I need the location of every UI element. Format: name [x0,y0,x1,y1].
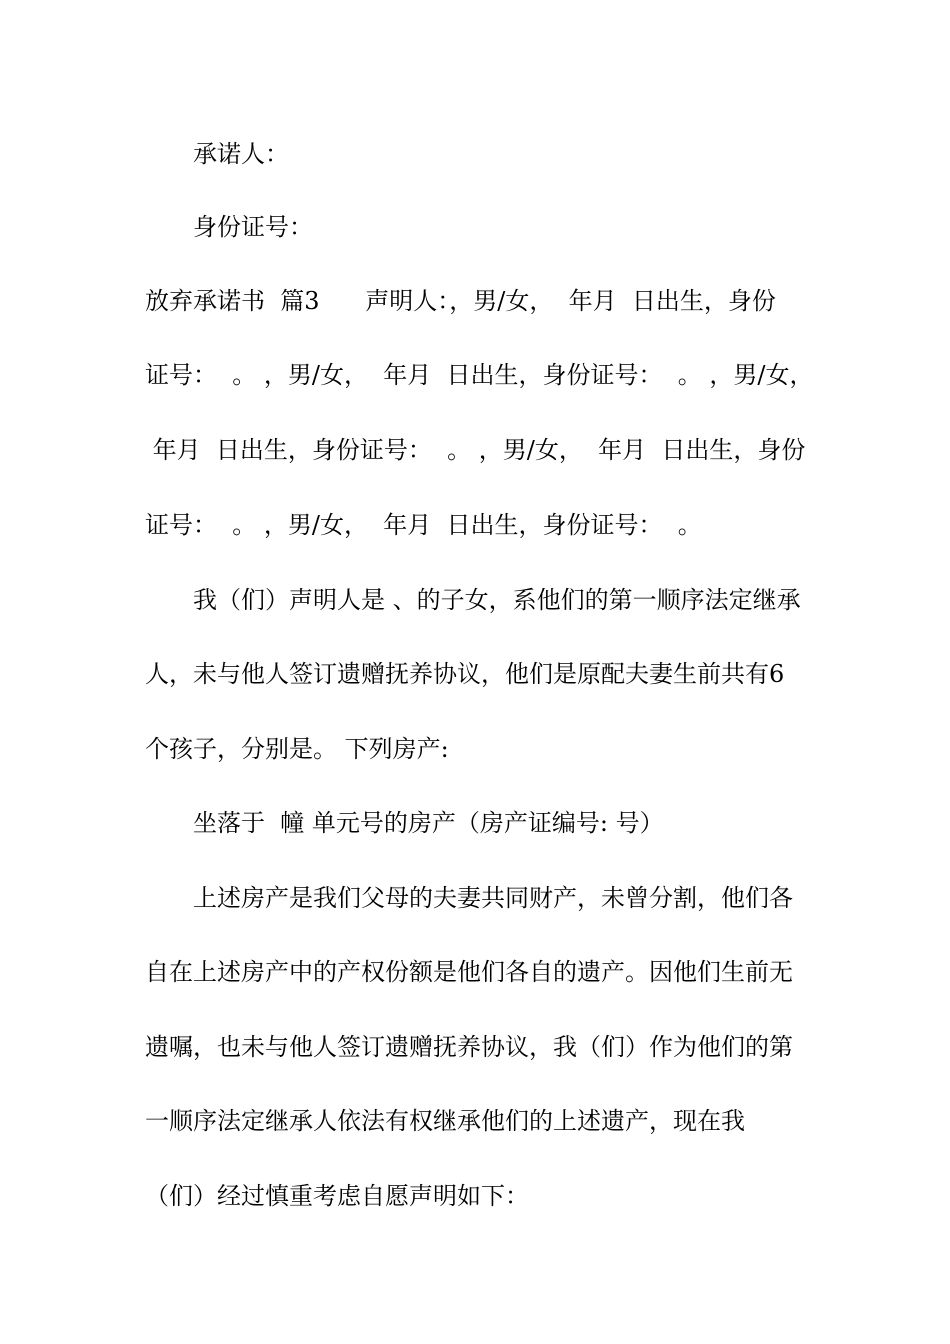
paragraph-line: 个孩子，分别是。 下列房产: [145,735,449,763]
paragraph-line: （们）经过慎重考虑自愿声明如下： [145,1182,529,1210]
promisor-label: 承诺人： [193,140,289,168]
paragraph-line: 一顺序法定继承人依法有权继承他们的上述遗产，现在我 [145,1107,745,1135]
paragraph-line: 我（们）声明人是 、的子女，系他们的第一顺序法定继承 [193,586,801,614]
paragraph-line: 遗嘱，也未与他人签订遗赠抚养协议，我（们）作为他们的第 [145,1033,793,1061]
property-location-line: 坐落于 幢 单元号的房产（房产证编号: 号） [193,809,664,837]
paragraph-line: 人，未与他人签订遗赠抚养协议，他们是原配夫妻生前共有6 [145,660,785,688]
section-heading-line: 放弃承诺书 篇3 声明人：，男/女， 年月 日出生，身份 [145,287,776,315]
paragraph-line: 上述房产是我们父母的夫妻共同财产，未曾分割，他们各 [193,884,793,912]
paragraph-line: 证号： 。 ，男/女， 年月 日出生，身份证号： 。 [145,511,702,539]
paragraph-line: 证号： 。 ，男/女， 年月 日出生，身份证号： 。 ，男/女， [145,361,814,389]
id-number-label: 身份证号： [193,213,313,241]
paragraph-line: 自在上述房产中的产权份额是他们各自的遗产。因他们生前无 [145,958,793,986]
paragraph-line: 年月 日出生，身份证号： 。 ，男/女， 年月 日出生，身份 [145,436,806,464]
